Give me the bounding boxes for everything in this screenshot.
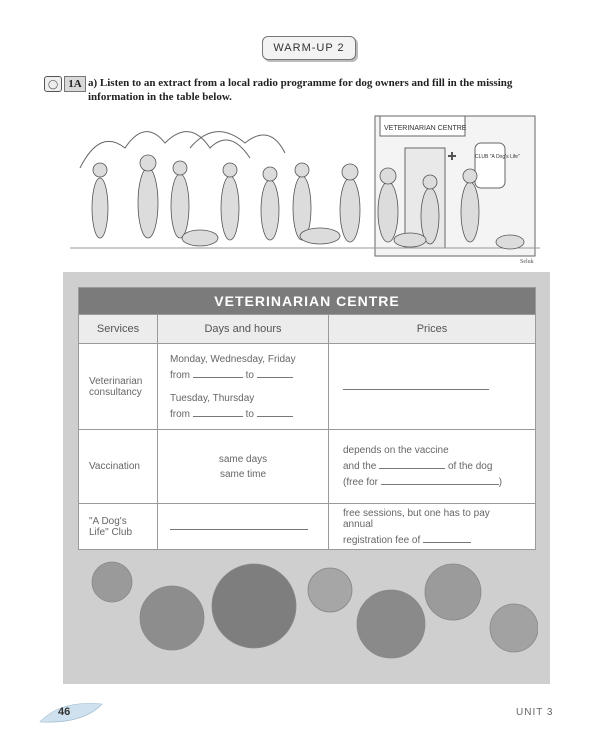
days-text: Tuesday, Thursday <box>170 392 255 404</box>
days-text: Monday, Wednesday, Friday <box>170 353 296 365</box>
page-number: 46 <box>58 706 71 718</box>
price-cell <box>329 344 536 430</box>
table-row <box>79 504 536 550</box>
blank-field[interactable] <box>381 476 499 485</box>
section-tab-label: WARM-UP 2 <box>273 42 345 54</box>
unit-label: UNIT 3 <box>516 707 554 718</box>
page-leaf-decoration <box>38 698 108 728</box>
column-header-prices: Prices <box>329 315 536 344</box>
table-row <box>79 430 536 504</box>
photo-circle <box>140 586 204 650</box>
exercise-instruction: a) Listen to an extract from a local radio programme for dog owners and fill in the missing information in the table below. <box>88 77 513 103</box>
service-cell: "A Dog's Life" Club <box>79 504 158 550</box>
column-header-services: Services <box>79 315 158 344</box>
days-text: same time <box>219 468 267 480</box>
days-cell <box>158 504 329 550</box>
price-cell: depends on the vaccine and the of the dog (free for ) <box>329 430 536 504</box>
price-text: registration fee of <box>343 534 421 546</box>
blank-field[interactable] <box>423 534 471 543</box>
exercise-number: 1A <box>64 76 86 92</box>
from-text: from <box>170 408 190 420</box>
blank-field[interactable] <box>170 521 308 530</box>
illustration <box>70 108 540 268</box>
price-cell <box>329 504 536 550</box>
blank-field[interactable] <box>193 408 243 417</box>
price-text: free sessions, but one has to pay annual <box>343 507 490 530</box>
blank-field[interactable] <box>257 369 293 378</box>
days-cell <box>158 430 329 504</box>
to-text: to <box>245 408 254 420</box>
animal-photos <box>78 560 538 670</box>
veterinarian-table <box>78 287 536 550</box>
photo-circle <box>308 568 352 612</box>
service-cell: Veterinarian consultancy <box>79 344 158 430</box>
price-text: depends on the vaccine <box>343 445 449 456</box>
table-row <box>79 344 536 430</box>
blank-field[interactable] <box>343 381 489 390</box>
from-text: from <box>170 369 190 381</box>
photo-circle <box>425 564 481 620</box>
service-cell: Vaccination <box>79 430 158 504</box>
club-sign-text: CLUB "A Dog's Life" <box>475 154 520 160</box>
section-tab <box>262 36 356 60</box>
table-title: VETERINARIAN CENTRE <box>79 288 536 315</box>
photo-circle <box>490 604 538 652</box>
days-cell <box>158 344 329 430</box>
vet-sign-text: VETERINARIAN CENTRE <box>384 125 467 132</box>
blank-field[interactable] <box>257 408 293 417</box>
price-text: (free for <box>343 477 379 488</box>
photo-circle <box>92 562 132 602</box>
price-text: of the dog <box>447 461 493 472</box>
price-text: and the <box>343 461 377 472</box>
blank-field[interactable] <box>379 460 445 469</box>
photo-circle <box>357 590 425 658</box>
photo-circle <box>212 564 296 648</box>
days-text: same days <box>218 453 268 465</box>
artist-signature: Seluk <box>520 259 534 265</box>
to-text: to <box>245 369 254 381</box>
blank-field[interactable] <box>193 369 243 378</box>
column-header-days: Days and hours <box>158 315 329 344</box>
headphones-icon[interactable]: ◯ <box>44 76 62 92</box>
